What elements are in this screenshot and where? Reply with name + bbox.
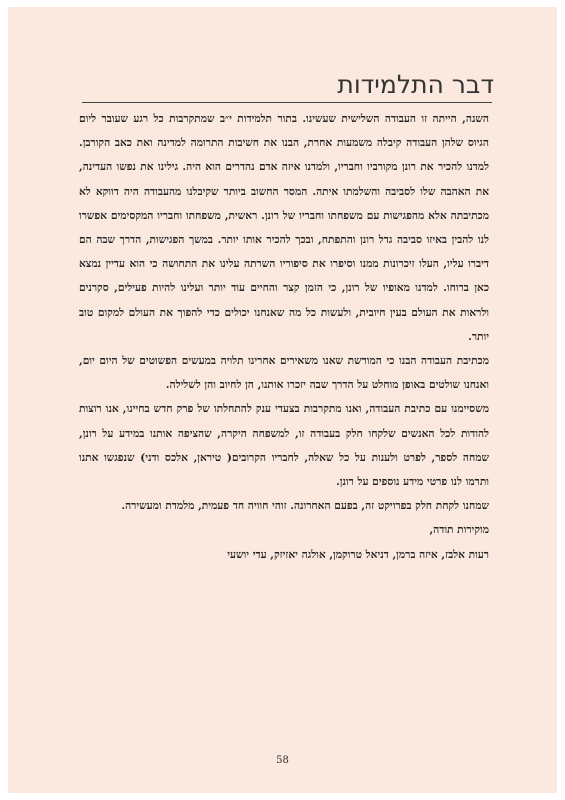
page-heading: דבר התלמידות xyxy=(337,70,494,99)
page-number: 58 xyxy=(276,755,289,766)
body-text xyxy=(79,107,489,567)
signatures: רעות אלבז, איזה ברמן, דניאל טרוקמן, אולגה יאזיזק, עדי יושעי xyxy=(227,548,489,561)
paragraph-intro: השנה, הייתה זו העבודה השלישית שעשינו. בתור תלמידות י״ב שמתקרבות כל רגע שעובר ליום הגיוס שלהן העבודה קיבלה משמעות אחרת, הבנו את חשיבות התרומה למדינה ואת כאב הקורבן. למדנו להכיר את רונן מקורביו וחבריו, ולמדנו איזה אדם נהדרים הוא היה. גילינו את נפשו העדינה, את האהבה שלו לסביבה והשלמתו איתה. המסר החשוב ביותר שקיבלנו מהעבודה היה דווקא לא מכתיבתה אלא מהפגישות עם משפחתו וחבריו של רונן. ראשית, משפחתו וחבריו המקסימים אפשרו לנו להבין באיזו סביבה גדל רונן והתפתח, ובכך להכיר אותו יותר. במשך הפגישות, הדרך שבה הם דיברו עליו, העלו זיכרונות ממנו וסיפרו את סיפוריו השרתה עלינו את התחושה כי הוא עדיין נמצא כאן ברוחו. למדנו מאופיו של רונן, כי הזמן קצר והחיים עוד יותר ועלינו להיות פעילים, סקרנים ולראות את העולם בעין חיובית, ולעשות כל מה שאנחנו יכולים כדי להפוך את העולם למקום טוב יותר. xyxy=(79,113,489,343)
paragraph-legacy: מכתיבת העבודה הבנו כי המורשת שאנו משאירים אחרינו תלויה במעשים הפשוטים של היום יום, ואנחנו שולטים באופן מוחלט על הדרך שבה יזכרו אותנו, הן לחיוב והן לשלילה. xyxy=(79,355,489,392)
paragraph-closing: שמחנו לקחת חלק בפרויקט זה, בפעם האחרונה. זוהי חוויה חד פעמית, מלמדת ומעשירה. xyxy=(121,500,489,513)
document-page xyxy=(8,7,557,793)
heading-underline xyxy=(82,102,492,103)
paragraph-thanks: משסיימנו עם כתיבת העבודה, ואנו מתקרבות בצעדי ענק להתחלתו של פרק חדש בחיינו, אנו רוצות להודות לכל האנשים שלקחו חלק בעבודה זו, למשפחה היקרה, שהציפה אותנו במידע על רונן, שמחה לספר, לפרט ולענות על כל שאלה, לחבריו הקרובים( טיראן, אלכס ודני) שנפגשו אתנו ותרמו לנו פרטי מידע נוספים על רונן. xyxy=(79,403,489,489)
sign-off: מוקירות תודה, xyxy=(429,524,489,537)
